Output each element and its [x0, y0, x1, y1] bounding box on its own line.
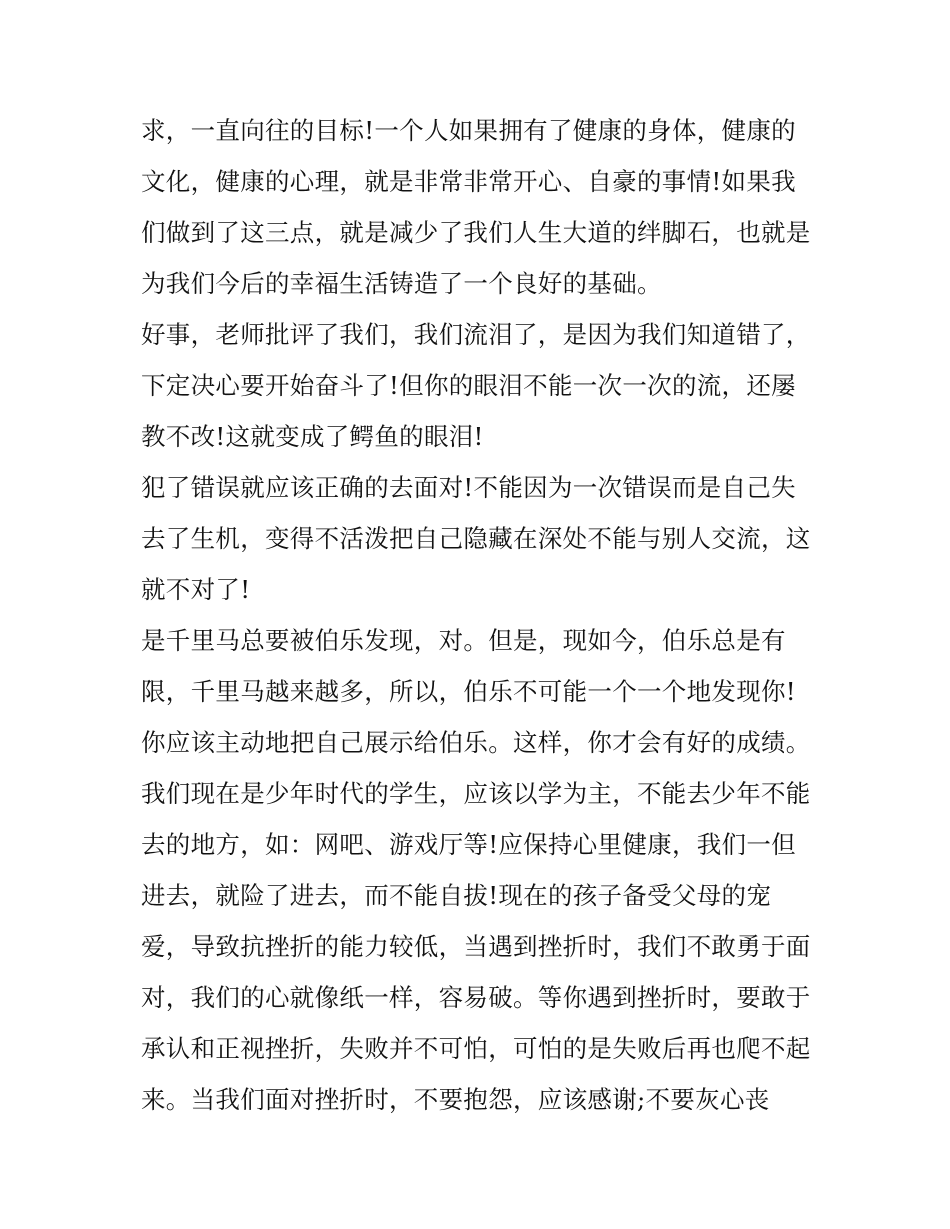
text-line: 进去，就险了进去，而不能自拔!现在的孩子备受父母的宠 [141, 881, 772, 910]
text-line: 承认和正视挫折，失败并不可怕，可怕的是失败后再也爬不起 [141, 1034, 811, 1063]
text-line: 好事，老师批评了我们，我们流泪了，是因为我们知道错了， [141, 320, 811, 349]
text-line: 为我们今后的幸福生活铸造了一个良好的基础。 [141, 269, 662, 298]
text-line: 爱，导致抗挫折的能力较低，当遇到挫折时，我们不敢勇于面 [141, 932, 811, 961]
text-line: 们做到了这三点，就是减少了我们人生大道的绊脚石，也就是 [141, 218, 811, 247]
text-line: 下定决心要开始奋斗了!但你的眼泪不能一次一次的流，还屡 [141, 371, 796, 400]
text-line: 求，一直向往的目标!一个人如果拥有了健康的身体，健康的 [141, 116, 796, 145]
text-line: 限，千里马越来越多，所以，伯乐不可能一个一个地发现你! [141, 677, 796, 706]
text-line: 犯了错误就应该正确的去面对!不能因为一次错误而是自己失 [141, 473, 796, 502]
text-line: 去的地方，如：网吧、游戏厅等!应保持心里健康，我们一但 [141, 830, 796, 859]
text-line: 来。当我们面对挫折时，不要抱怨，应该感谢;不要灰心丧 [141, 1085, 770, 1114]
text-line: 对，我们的心就像纸一样，容易破。等你遇到挫折时，要敢于 [141, 983, 811, 1012]
text-line: 就不对了! [141, 575, 251, 604]
text-line: 你应该主动地把自己展示给伯乐。这样，你才会有好的成绩。 [141, 728, 811, 757]
body-text [141, 105, 821, 1125]
text-line: 我们现在是少年时代的学生，应该以学为主，不能去少年不能 [141, 779, 811, 808]
text-line: 教不改!这就变成了鳄鱼的眼泪! [141, 422, 484, 451]
text-line: 文化，健康的心理，就是非常非常开心、自豪的事情!如果我 [141, 167, 796, 196]
text-line: 是千里马总要被伯乐发现，对。但是，现如今，伯乐总是有 [141, 626, 786, 655]
text-line: 去了生机，变得不活泼把自己隐藏在深处不能与别人交流，这 [141, 524, 811, 553]
